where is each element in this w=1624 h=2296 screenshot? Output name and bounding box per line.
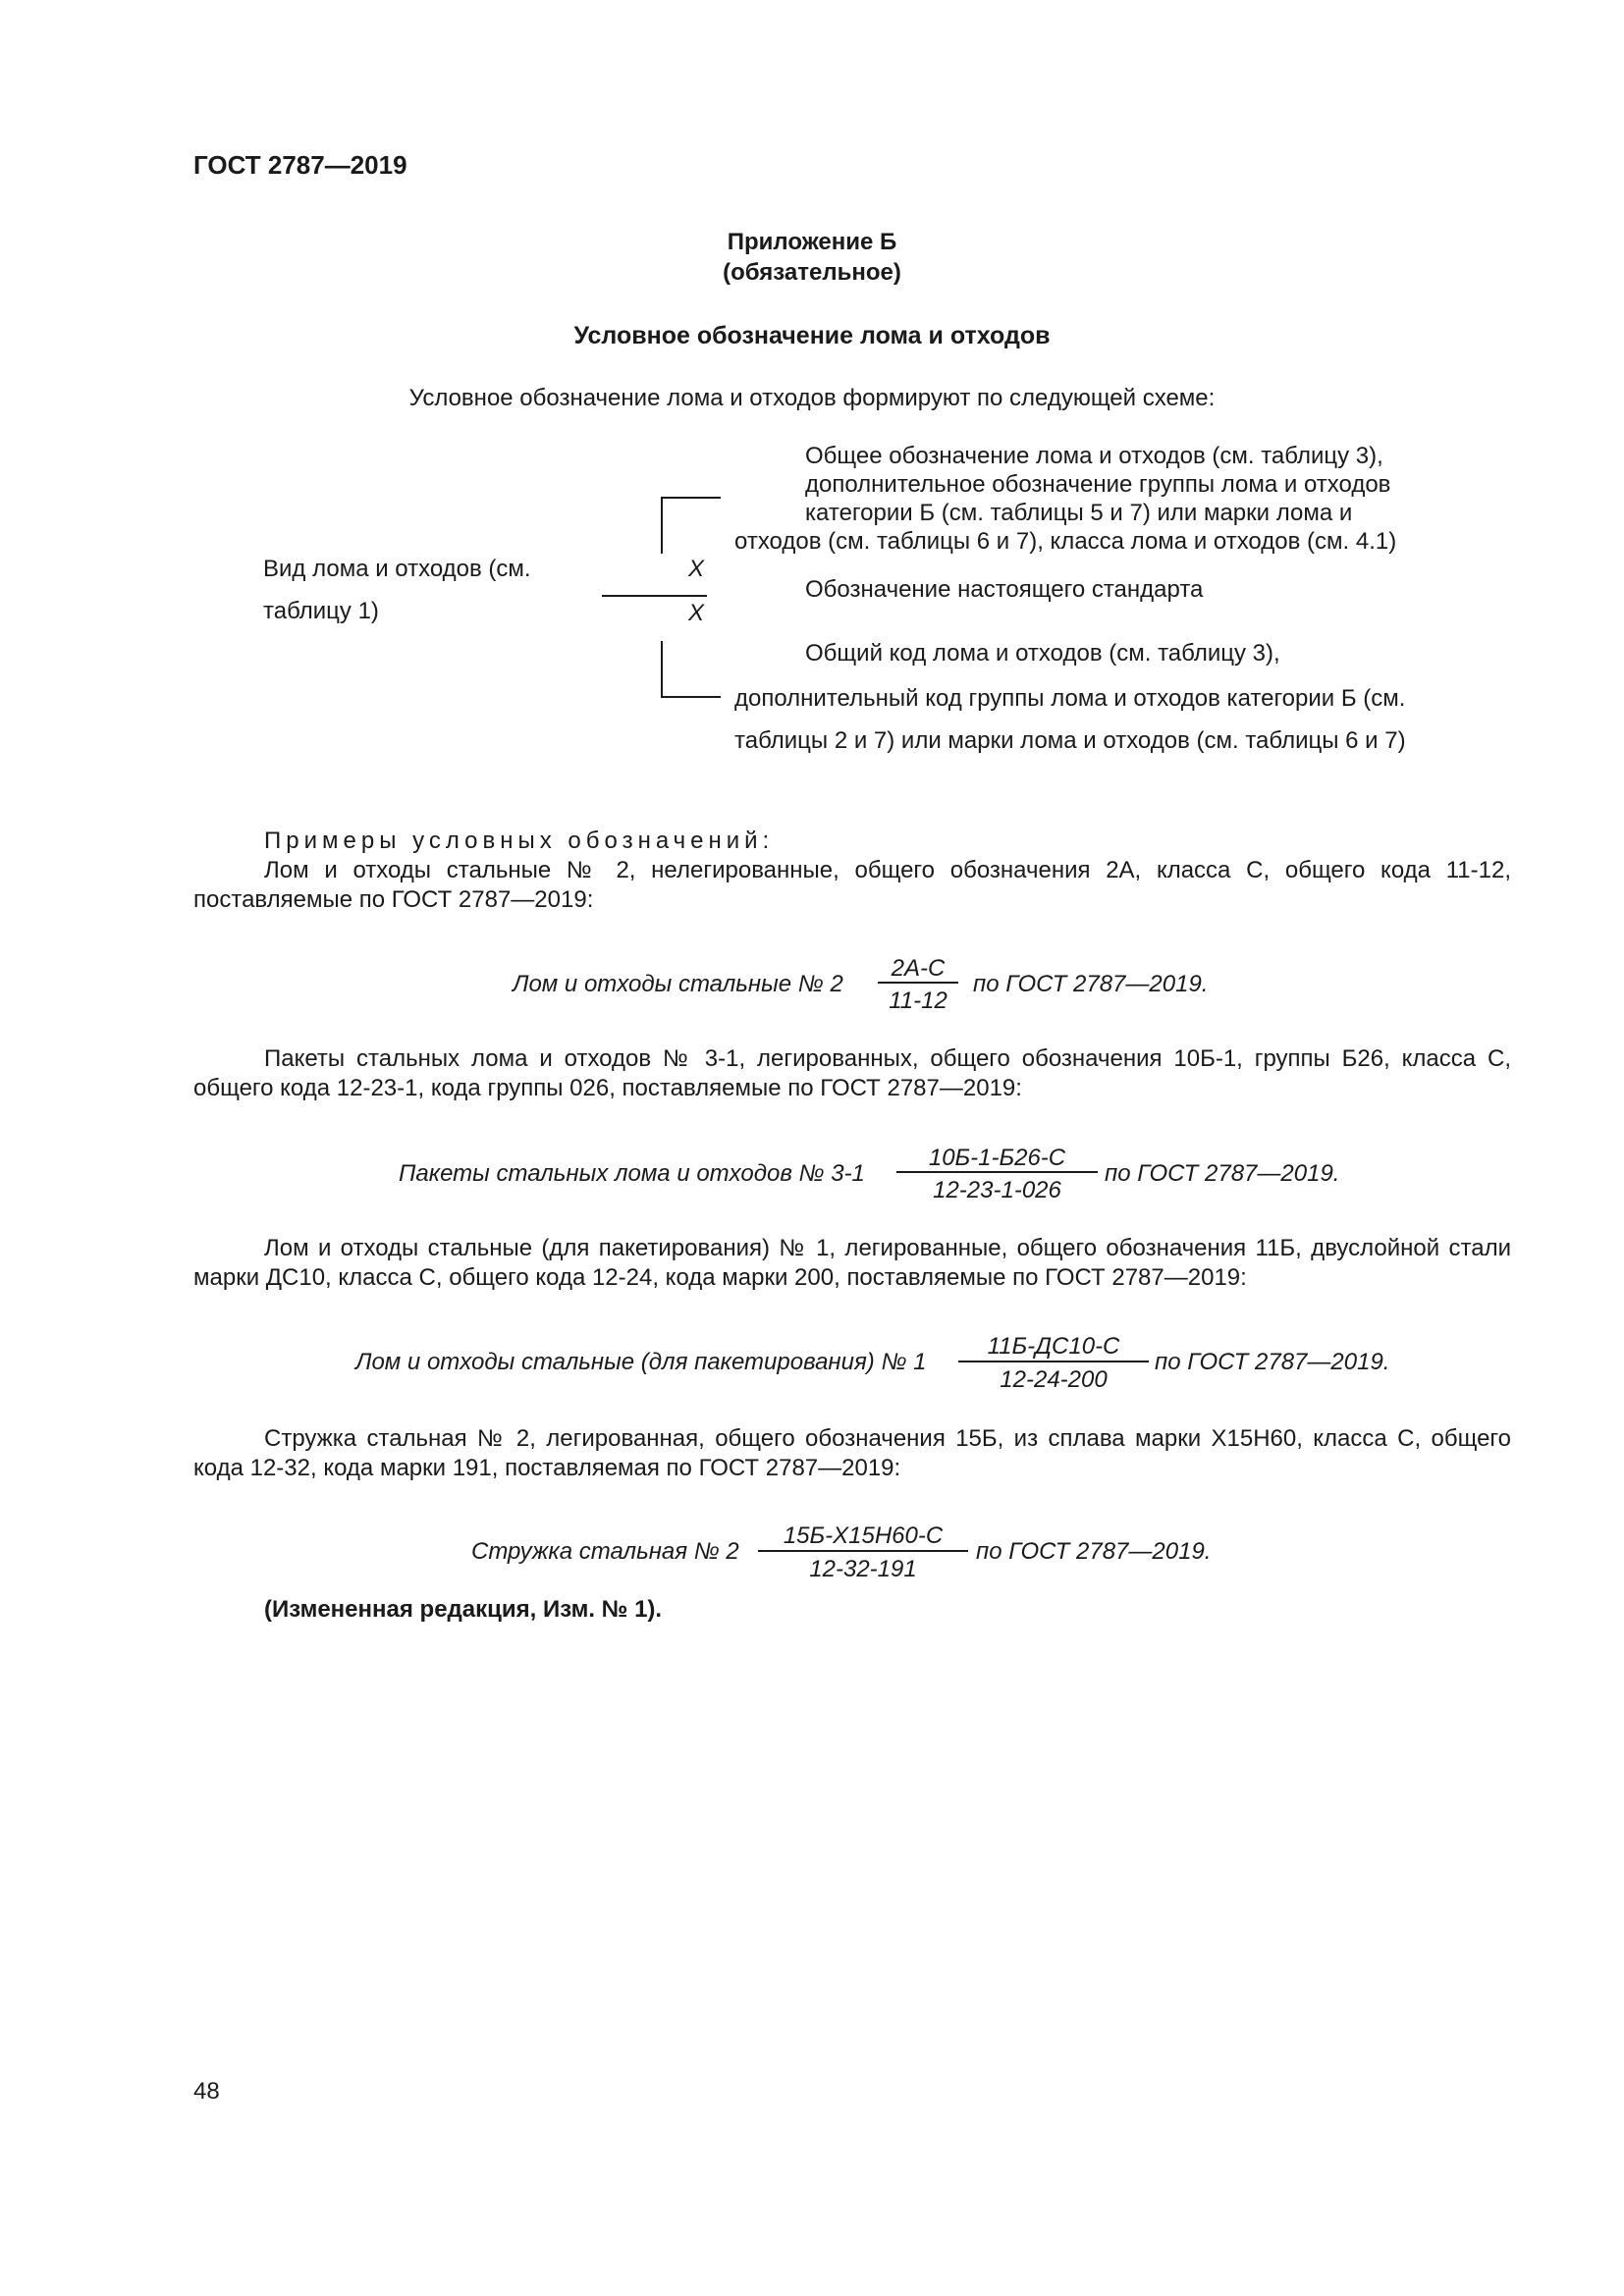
- scheme-bottom-line: Общий код лома и отходов (см. таблицу 3),: [805, 640, 1280, 667]
- formula-suffix: по ГОСТ 2787—2019.: [1105, 1160, 1340, 1187]
- formula-suffix: по ГОСТ 2787—2019.: [973, 971, 1209, 997]
- scheme-top-line: категории Б (см. таблицы 5 и 7) или марки лома и: [805, 500, 1353, 526]
- section-title: Условное обозначение лома и отходов: [573, 322, 1051, 349]
- scheme-bottom-line: дополнительный код группы лома и отходов категории Б (см.: [734, 685, 1406, 712]
- formula-fraction-line: [958, 1361, 1149, 1362]
- formula-prefix: Лом и отходы стальные (для пакетирования) № 1: [355, 1349, 927, 1375]
- scheme-bottom-bracket-horizontal: [661, 696, 721, 698]
- scheme-fraction-line: [602, 595, 707, 597]
- scheme-left-label: Вид лома и отходов (см.: [263, 556, 531, 582]
- scheme-top-line: дополнительное обозначение группы лома и отходов: [805, 471, 1391, 498]
- formula-prefix: Лом и отходы стальные № 2: [513, 971, 843, 997]
- appendix-status: (обязательное): [723, 259, 901, 286]
- formula-fraction-line: [896, 1171, 1098, 1173]
- scheme-middle-text: Обозначение настоящего стандарта: [805, 576, 1204, 603]
- scheme-intro-text: Условное обозначение лома и отходов формируют по следующей схеме:: [408, 385, 1216, 411]
- scheme-left-label: таблицу 1): [263, 598, 379, 624]
- formula-numerator: 2А-С: [891, 955, 946, 982]
- amendment-note: (Измененная редакция, Изм. № 1).: [264, 1596, 663, 1623]
- formula-denominator: 12-24-200: [1000, 1366, 1108, 1393]
- scheme-x-top: X: [688, 556, 705, 582]
- formula-numerator: 10Б-1-Б26-С: [928, 1145, 1066, 1171]
- formula-numerator: 15Б-Х15Н60-С: [783, 1522, 944, 1549]
- scheme-top-line: отходов (см. таблицы 6 и 7), класса лома и отходов (см. 4.1): [734, 528, 1397, 555]
- example-description: Стружка стальная № 2, легированная, общего обозначения 15Б, из сплава марки Х15Н60, класса С, общего кода 12-32, кода марки 191, поставляемая по ГОСТ 2787—2019:: [193, 1425, 1511, 1481]
- formula-prefix: Стружка стальная № 2: [471, 1538, 739, 1565]
- formula-suffix: по ГОСТ 2787—2019.: [976, 1538, 1212, 1565]
- scheme-top-line: Общее обозначение лома и отходов (см. таблицу 3),: [805, 443, 1383, 469]
- examples-heading: Примеры условных обозначений:: [264, 828, 775, 854]
- formula-denominator: 12-32-191: [809, 1556, 917, 1582]
- example-description: Лом и отходы стальные № 2, нелегированные, общего обозначения 2А, класса С, общего кода 11-12, поставляемые по ГОСТ 2787—2019:: [193, 857, 1511, 913]
- formula-prefix: Пакеты стальных лома и отходов № 3-1: [399, 1160, 865, 1187]
- document-header-code: ГОСТ 2787—2019: [193, 150, 407, 180]
- scheme-bottom-line: таблицы 2 и 7) или марки лома и отходов (см. таблицы 6 и 7): [734, 727, 1406, 754]
- scheme-bottom-bracket-vertical: [661, 641, 663, 698]
- scheme-top-bracket-horizontal: [661, 497, 721, 499]
- scheme-top-bracket-vertical: [661, 497, 663, 554]
- formula-fraction-line: [878, 982, 958, 984]
- example-description: Лом и отходы стальные (для пакетирования) № 1, легированные, общего обозначения 11Б, двуслойной стали марки ДС10, класса С, общего кода 12-24, кода марки 200, поставляемые по ГОСТ 2787—2019:: [193, 1235, 1511, 1291]
- formula-numerator: 11Б-ДС10-С: [987, 1333, 1120, 1360]
- appendix-title: Приложение Б: [727, 229, 897, 255]
- formula-suffix: по ГОСТ 2787—2019.: [1155, 1349, 1390, 1375]
- formula-denominator: 11-12: [889, 988, 947, 1014]
- page-number: 48: [193, 2078, 220, 2105]
- scheme-x-bottom: X: [688, 600, 705, 626]
- formula-denominator: 12-23-1-026: [933, 1177, 1061, 1203]
- formula-fraction-line: [758, 1550, 968, 1552]
- example-description: Пакеты стальных лома и отходов № 3-1, легированных, общего обозначения 10Б-1, группы Б26, класса С, общего кода 12-23-1, кода группы 026, поставляемые по ГОСТ 2787—2019:: [193, 1045, 1511, 1101]
